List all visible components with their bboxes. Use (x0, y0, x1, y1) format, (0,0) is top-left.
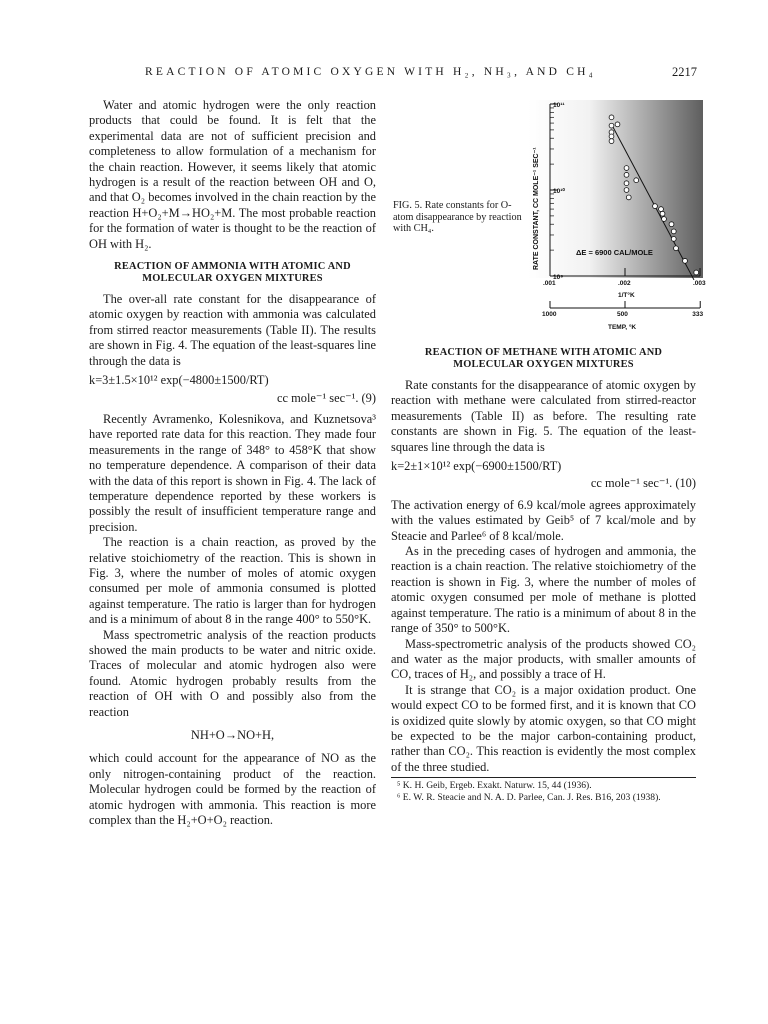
data-point (615, 122, 620, 127)
paragraph: Mass-spectrometric analysis of the products showed CO₂ and water as the major products, with smaller amounts of CO, traces of H₂, and possibly a trace of H. (391, 636, 696, 682)
x-axis-label-bottom: TEMP, °K (608, 324, 637, 331)
data-point (609, 123, 614, 128)
data-point (660, 211, 665, 216)
y-axis-label: RATE CONSTANT, CC MOLE⁻¹ SEC⁻¹ (533, 147, 540, 270)
paragraph: Water and atomic hydrogen were the only reaction products that could be found. It is felt that the experimental data are not of sufficient precision and completeness to allow formulation of a mechanism for the chain reaction. However, it seems likely that atomic hydrogen is a result of the reaction between OH and O, and that O₂ becomes involved in the chain reaction by the reaction H+O₂+M→HO₂+M. The most probable reaction for the formation of water is thought to be the reaction of OH with H₂. (89, 98, 376, 251)
paragraph: The reaction is a chain reaction, as proved by the relative stoichiometry of the reaction. This is shown in Fig. 3, where the number of moles of atomic oxygen consumed per mole of ammonia consumed is plotted against temperature. The ratio is larger than for hydrogen and is a minimum of about 8 in the range 400° to 550°K. (89, 535, 376, 627)
data-point (669, 222, 674, 227)
data-point (683, 258, 688, 263)
data-point (626, 195, 631, 200)
data-point (659, 207, 664, 212)
paragraph: The activation energy of 6.9 kcal/mole agrees approximately with the values estimated by Geib⁵ of 7 kcal/mole and by Steacie and Parlee⁶ of 8 kcal/mole. (391, 497, 696, 543)
footnotes (391, 777, 696, 803)
section-heading-methane: REACTION OF METHANE WITH ATOMIC AND MOLECULAR OXYGEN MIXTURES (424, 347, 663, 370)
data-point (624, 181, 629, 186)
data-point (624, 172, 629, 177)
right-column (391, 347, 696, 775)
footnote-5: ⁵ K. H. Geib, Ergeb. Exakt. Naturw. 15, 44 (1936). (397, 780, 592, 791)
data-point (653, 204, 658, 209)
delta-e-annotation: ΔE = 6900 CAL/MOLE (576, 248, 653, 257)
paragraph: Rate constants for the disappearance of atomic oxygen by reaction with methane were calculated from stirred-reactor measurements (Table II) as before. The resulting rate constants are shown in Fig. 5. The equation of the least-squares line through the data is (391, 378, 696, 454)
equation-10-units: cc mole⁻¹ sec⁻¹. (10) (590, 476, 696, 491)
paragraph: Recently Avramenko, Kolesnikova, and Kuznetsova³ have reported rate data for this reaction. They made four measurements in the range of 348° to 458°K that show no temperature dependence. A comparison of their data with the data of this report is shown in Fig. 4. The lack of temperature dependence reported by these workers is possibly the result of insufficient temperature range and precision. (89, 411, 376, 534)
left-column (89, 98, 376, 828)
figure-caption: FIG. 5. Rate constants for O-atom disappearance by reaction with CH₄. (393, 200, 522, 234)
paragraph: As in the preceding cases of hydrogen and ammonia, the reaction is a chain reaction. The relative stoichiometry of the reaction is shown in Fig. 3, where the number of moles of atomic oxygen consumed per mole of methane is plotted against temperature. The ratio is a minimum of about 8 in the range of 350° to 500°K. (391, 544, 696, 636)
x-tick-label: .003 (693, 280, 706, 287)
temp-tick-label: 333 (692, 311, 704, 318)
section-heading-ammonia: REACTION OF AMMONIA WITH ATOMIC AND MOLECULAR OXYGEN MIXTURES (114, 261, 351, 285)
paragraph: Mass spectrometric analysis of the reaction products showed the main products to be water and nitric oxide. Traces of molecular and atomic hydrogen also were found. Atomic hydrogen probably results from the reaction of OH with O and possibly also from the reaction (89, 627, 376, 719)
data-point (624, 166, 629, 171)
data-point (609, 139, 614, 144)
data-point (674, 246, 679, 251)
temp-tick-label: 1000 (542, 311, 557, 318)
rate-constant-chart (528, 100, 706, 335)
data-point (694, 270, 699, 275)
paragraph: It is strange that CO₂ is a major oxidation product. One would expect CO to be formed first, and it is known that CO is oxidized quite slowly by atomic oxygen, so that CO might be expected to be the major carbon-containing product, rather than CO₂. This reaction is evidently the most complex of the three studied. (391, 682, 696, 774)
page-number: 2217 (672, 65, 697, 79)
running-title: REACTION OF ATOMIC OXYGEN WITH H₂, NH₃, AND CH₄ (145, 66, 596, 78)
data-point (662, 217, 667, 222)
data-point (609, 115, 614, 120)
y-tick-label: 10¹¹ (553, 102, 565, 109)
paragraph: The over-all rate constant for the disappearance of atomic oxygen by reaction with ammonia was calculated from stirred reactor measurements (Table II). The results are shown in Fig. 4. The equation of the least-squares line through the data is (89, 292, 376, 368)
temp-tick-label: 500 (617, 311, 628, 318)
y-tick-label: 10¹⁰ (553, 188, 566, 195)
equation-nh-o: NH+O→NO+H, (190, 728, 275, 743)
paragraph: which could account for the appearance of NO as the only nitrogen-containing product of the reaction. Molecular hydrogen could be formed by the reaction of atomic hydrogen with ammonia. This reaction is more complex than the H₂+O+O₂ reaction. (89, 751, 376, 828)
data-point (671, 237, 676, 242)
figure-5 (528, 100, 706, 335)
y-tick-label: 10⁹ (553, 274, 564, 281)
equation-9: k=3±1.5×10¹² exp(−4800±1500/RT) (89, 373, 269, 388)
x-axis-label-top: 1/T°K (618, 292, 635, 299)
data-point (609, 134, 614, 139)
data-point (624, 188, 629, 193)
data-point (671, 229, 676, 234)
data-point (634, 178, 639, 183)
running-header (0, 66, 768, 82)
x-tick-label: .001 (543, 280, 556, 287)
equation-10: k=2±1×10¹² exp(−6900±1500/RT) (391, 459, 562, 474)
x-tick-label: .002 (618, 280, 631, 287)
footnote-6: ⁶ E. W. R. Steacie and N. A. D. Parlee, Can. J. Res. B16, 203 (1938). (397, 791, 661, 803)
equation-9-units: cc mole⁻¹ sec⁻¹. (9) (277, 390, 376, 405)
